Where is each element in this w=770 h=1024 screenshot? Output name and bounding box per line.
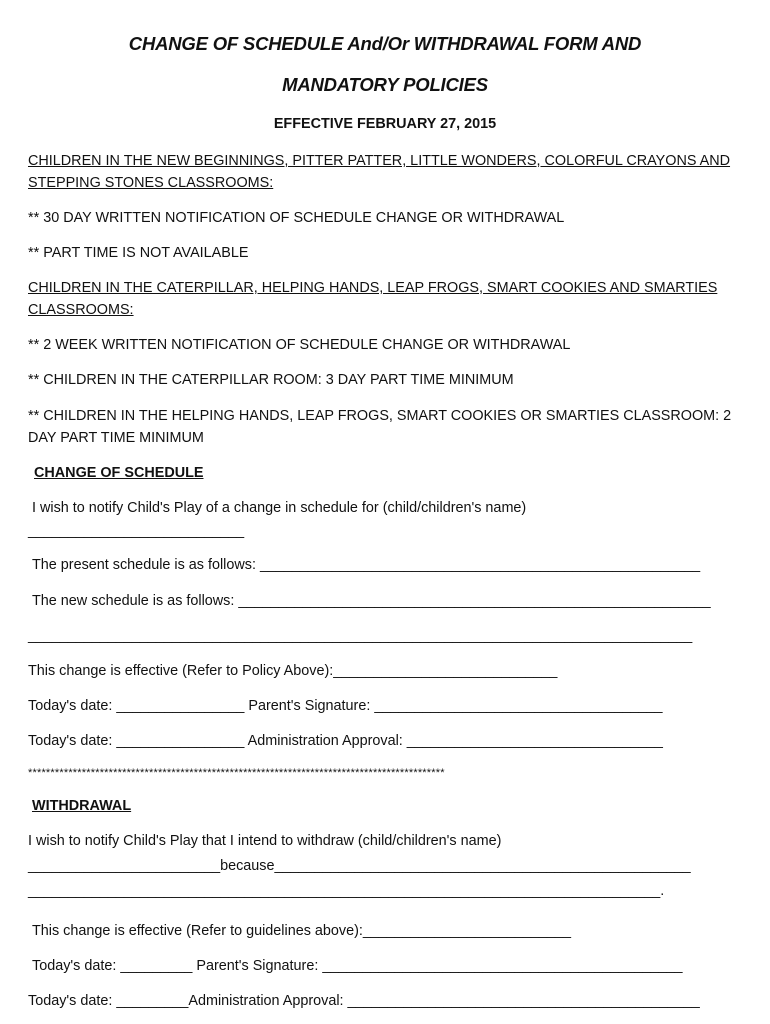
present-schedule-field[interactable]: The present schedule is as follows: _______________________________________________________ xyxy=(32,557,701,573)
withdrawal-because-field[interactable]: ________________________because____________________________________________________ xyxy=(28,858,691,874)
policy2-rule3-line2: DAY PART TIME MINIMUM xyxy=(28,430,204,446)
change-effective-field[interactable]: This change is effective (Refer to Policy Above):____________________________ xyxy=(28,663,558,679)
policy2-rule1: ** 2 WEEK WRITTEN NOTIFICATION OF SCHEDULE CHANGE OR WITHDRAWAL xyxy=(28,337,571,353)
new-schedule-field[interactable]: The new schedule is as follows: ___________________________________________________________ xyxy=(32,593,711,609)
form-title-line1: CHANGE OF SCHEDULE And/Or WITHDRAWAL FORM AND xyxy=(128,33,642,54)
change-notify-text: I wish to notify Child's Play of a change in schedule for (child/children's name) xyxy=(32,500,527,516)
withdrawal-heading: WITHDRAWAL xyxy=(32,798,132,814)
policy2-heading-line1: CHILDREN IN THE CATERPILLAR, HELPING HANDS, LEAP FROGS, SMART COOKIES AND SMARTIES xyxy=(28,280,718,296)
withdrawal-admin-approval-field[interactable]: Today's date: _________Administration Approval: ____________________________________________ xyxy=(28,993,700,1009)
section-separator: ********************************************************************************************* xyxy=(28,767,445,779)
change-parent-signature-field[interactable]: Today's date: ________________ Parent's Signature: ____________________________________ xyxy=(28,698,663,714)
policy1-heading-line1: CHILDREN IN THE NEW BEGINNINGS, PITTER PATTER, LITTLE WONDERS, COLORFUL CRAYONS AND xyxy=(28,153,731,169)
withdrawal-parent-signature-field[interactable]: Today's date: _________ Parent's Signature: _____________________________________________ xyxy=(32,958,683,974)
policy1-rule2: ** PART TIME IS NOT AVAILABLE xyxy=(28,245,249,261)
new-schedule-extra-field[interactable]: ___________________________________________________________________________________ xyxy=(28,628,693,644)
withdrawal-notify-text: I wish to notify Child's Play that I intend to withdraw (child/children's name) xyxy=(28,833,502,849)
policy2-rule3-line1: ** CHILDREN IN THE HELPING HANDS, LEAP FROGS, SMART COOKIES OR SMARTIES CLASSROOM: 2 xyxy=(28,408,732,424)
withdrawal-reason-cont-field[interactable]: _______________________________________________________________________________. xyxy=(28,883,665,899)
policy2-heading-line2: CLASSROOMS: xyxy=(28,302,134,318)
policy1-heading-line2: STEPPING STONES CLASSROOMS: xyxy=(28,175,274,191)
policy1-rule1: ** 30 DAY WRITTEN NOTIFICATION OF SCHEDULE CHANGE OR WITHDRAWAL xyxy=(28,210,565,226)
change-admin-approval-field[interactable]: Today's date: ________________ Administration Approval: ________________________________ xyxy=(28,733,663,749)
withdrawal-effective-field[interactable]: This change is effective (Refer to guidelines above):__________________________ xyxy=(32,923,571,939)
change-of-schedule-heading: CHANGE OF SCHEDULE xyxy=(34,465,204,481)
policy2-rule2: ** CHILDREN IN THE CATERPILLAR ROOM: 3 DAY PART TIME MINIMUM xyxy=(28,372,514,388)
child-name-field[interactable]: ___________________________ xyxy=(28,523,245,539)
form-title-line2: MANDATORY POLICIES xyxy=(282,74,488,95)
effective-date: EFFECTIVE FEBRUARY 27, 2015 xyxy=(273,116,497,132)
